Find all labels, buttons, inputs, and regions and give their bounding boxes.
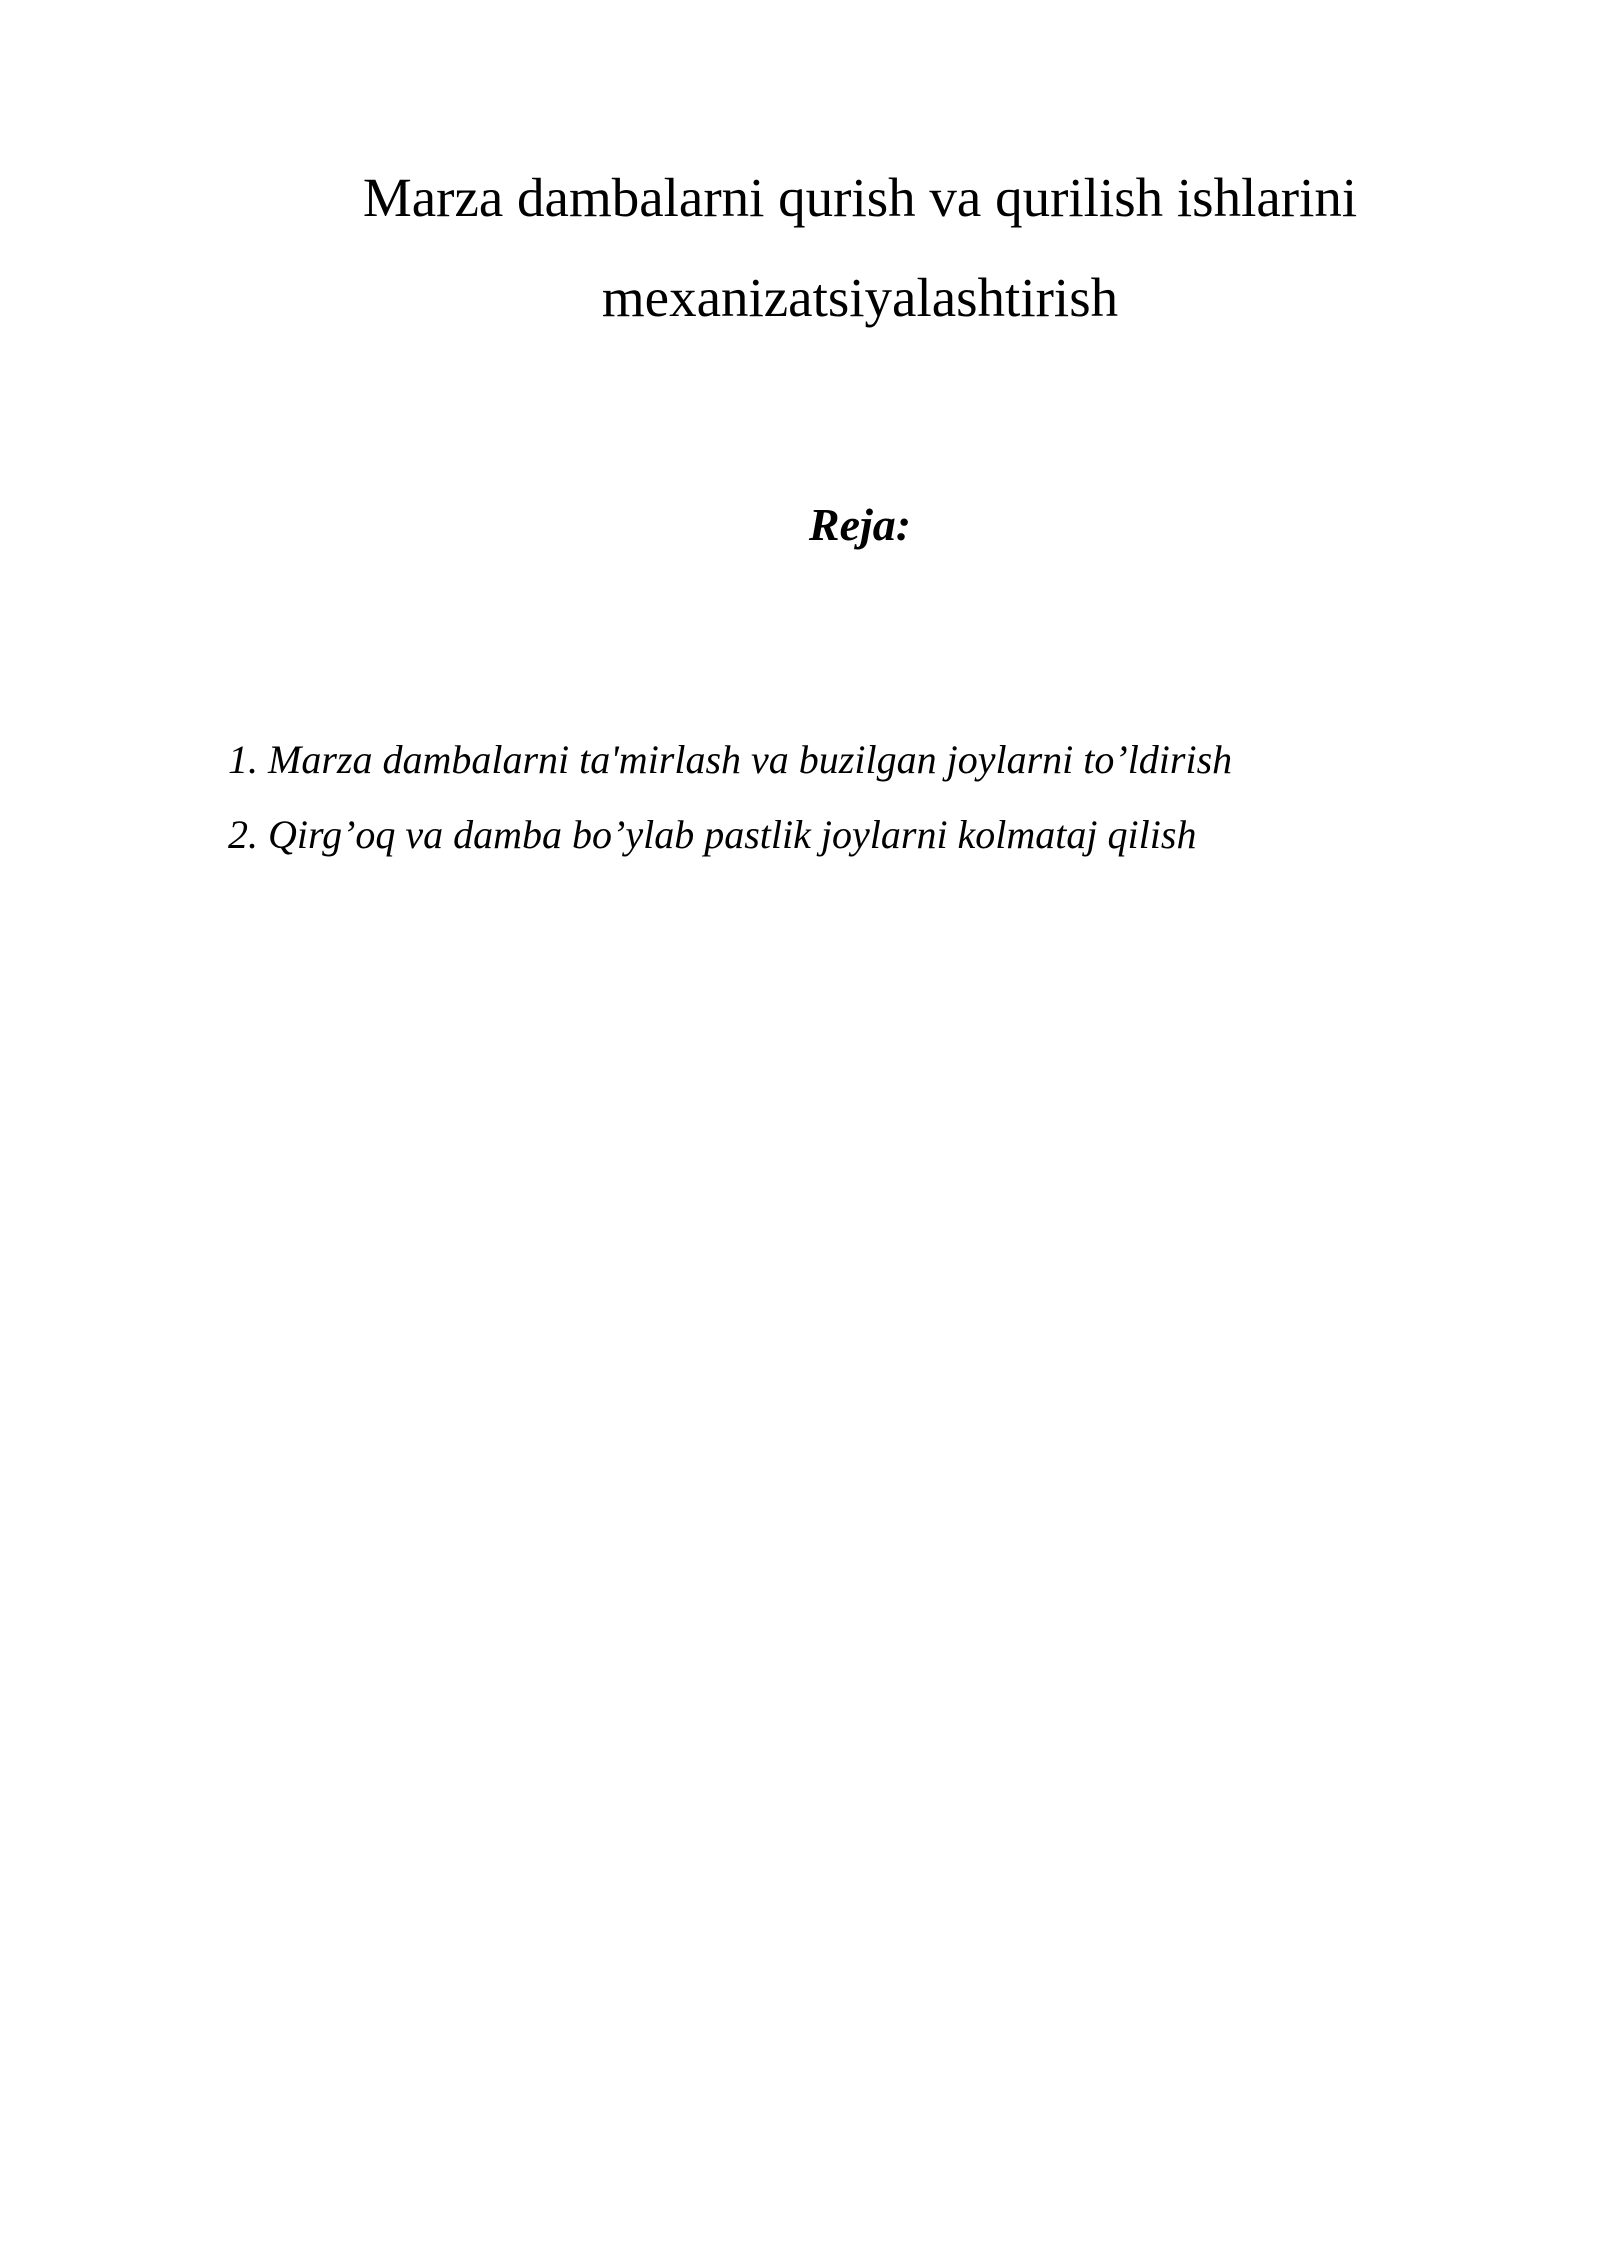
list-item-number: 2. xyxy=(228,812,258,857)
title-line-2: mexanizatsiyalashtirish xyxy=(601,267,1119,328)
list-item-number: 1. xyxy=(228,737,258,782)
list-item-text: Qirg’oq va damba bo’ylab pastlik joylarni kolmataj qilish xyxy=(268,812,1197,857)
document-title xyxy=(230,148,1490,348)
list-item-text: Marza dambalarni ta'mirlash va buzilgan joylarni to’ldirish xyxy=(268,737,1233,782)
list-item xyxy=(228,797,1232,872)
list-item xyxy=(228,722,1232,797)
title-line-1: Marza dambalarni qurish va qurilish ishlarini xyxy=(362,167,1358,228)
plan-list xyxy=(228,722,1232,872)
plan-heading: Reja: xyxy=(808,499,912,550)
